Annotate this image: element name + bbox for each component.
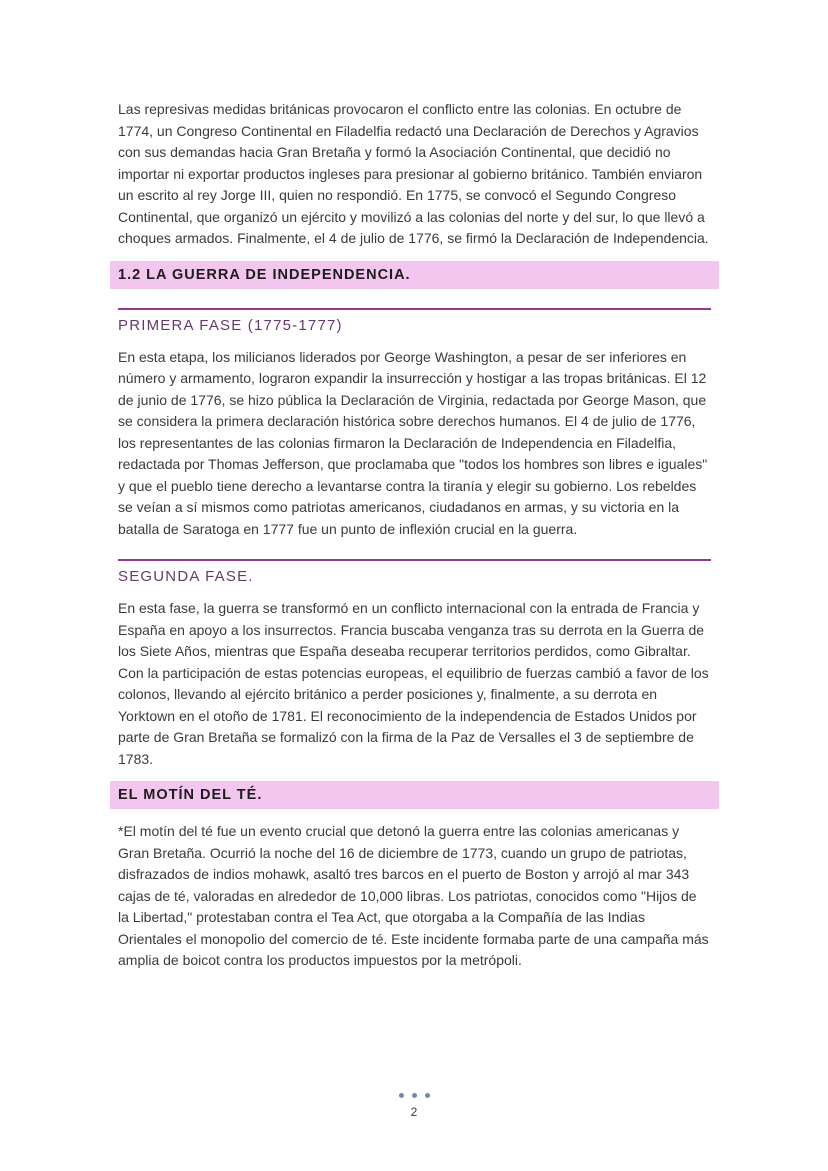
footer-dot [425,1093,430,1098]
footer-dots-icon [0,1093,828,1098]
page-number: 2 [410,1105,418,1119]
footer-dot [412,1093,417,1098]
footer-dot [399,1093,404,1098]
section-heading-guerra-independencia: 1.2 LA GUERRA DE INDEPENDENCIA. [110,261,719,289]
intro-paragraph: Las represivas medidas británicas provocaron el conflicto entre las colonias. En octubre de 1774, un Congreso Continental en Filadelfia redactó una Declaración de Derechos y Agravios con sus demandas hacia Gran Bretaña y formó la Asociación Continental, que decidió no importar ni exportar productos ingleses para presionar al gobierno británico. También enviaron un escrito al rey Jorge III, quien no respondió. En 1775, se convocó el Segundo Congreso Continental, que organizó un ejército y movilizó a las colonias del norte y del sur, lo que llevó a choques armados. Finalmente, el 4 de julio de 1776, se firmó la Declaración de Independencia. [118,101,709,246]
section-heading-motin-del-te: EL MOTÍN DEL TÉ. [110,781,719,809]
subsection-heading-segunda-fase: SEGUNDA FASE. [118,559,711,586]
primera-fase-paragraph: En esta etapa, los milicianos liderados por George Washington, a pesar de ser inferiores en número y armamento, lograron expandir la insurrección y hostigar a las tropas británicas. El 12 de junio de 1776, se hizo pública la Declaración de Virginia, redactada por George Mason, que se considera la primera declaración histórica sobre derechos humanos. El 4 de julio de 1776, los representantes de las colonias firmaron la Declaración de Independencia en Filadelfia, redactada por Thomas Jefferson, que proclamaba que "todos los hombres son libres e iguales" y que el pueblo tiene derecho a levantarse contra la tiranía y elegir su gobierno. Los rebeldes se veían a sí mismos como patriotas americanos, ciudadanos en armas, y su victoria en la batalla de Saratoga en 1777 fue un punto de inflexión crucial en la guerra. [118,348,708,537]
segunda-fase-paragraph: En esta fase, la guerra se transformó en un conflicto internacional con la entrada de Francia y España en apoyo a los insurrectos. Francia buscaba venganza tras su derrota en la Guerra de los Siete Años, mientras que España deseaba recuperar territorios perdidos, como Gibraltar. Con la participación de estas potencias europeas, el equilibrio de fuerzas cambió a favor de los colonos, llevando al ejército británico a perder posiciones y, finalmente, a su derrota en Yorktown en el otoño de 1781. El reconocimiento de la independencia de Estados Unidos por parte de Gran Bretaña se formalizó con la firma de la Paz de Versalles el 3 de septiembre de 1783. [118,600,709,767]
subsection-heading-primera-fase: PRIMERA FASE (1775-1777) [118,308,711,335]
motin-del-te-paragraph: *El motín del té fue un evento crucial que detonó la guerra entre las colonias americanas y Gran Bretaña. Ocurrió la noche del 16 de diciembre de 1773, cuando un grupo de patriotas, disfrazados de indios mohawk, asaltó tres barcos en el puerto de Boston y arrojó al mar 343 cajas de té, valoradas en alrededor de 10,000 libras. Los patriotas, conocidos como "Hijos de la Libertad," protestaban contra el Tea Act, que otorgaba a la Compañía de las Indias Orientales el monopolio del comercio de té. Este incidente formaba parte de una campaña más amplia de boicot contra los productos impuestos por la metrópoli. [118,823,709,968]
page-footer [0,1093,828,1171]
